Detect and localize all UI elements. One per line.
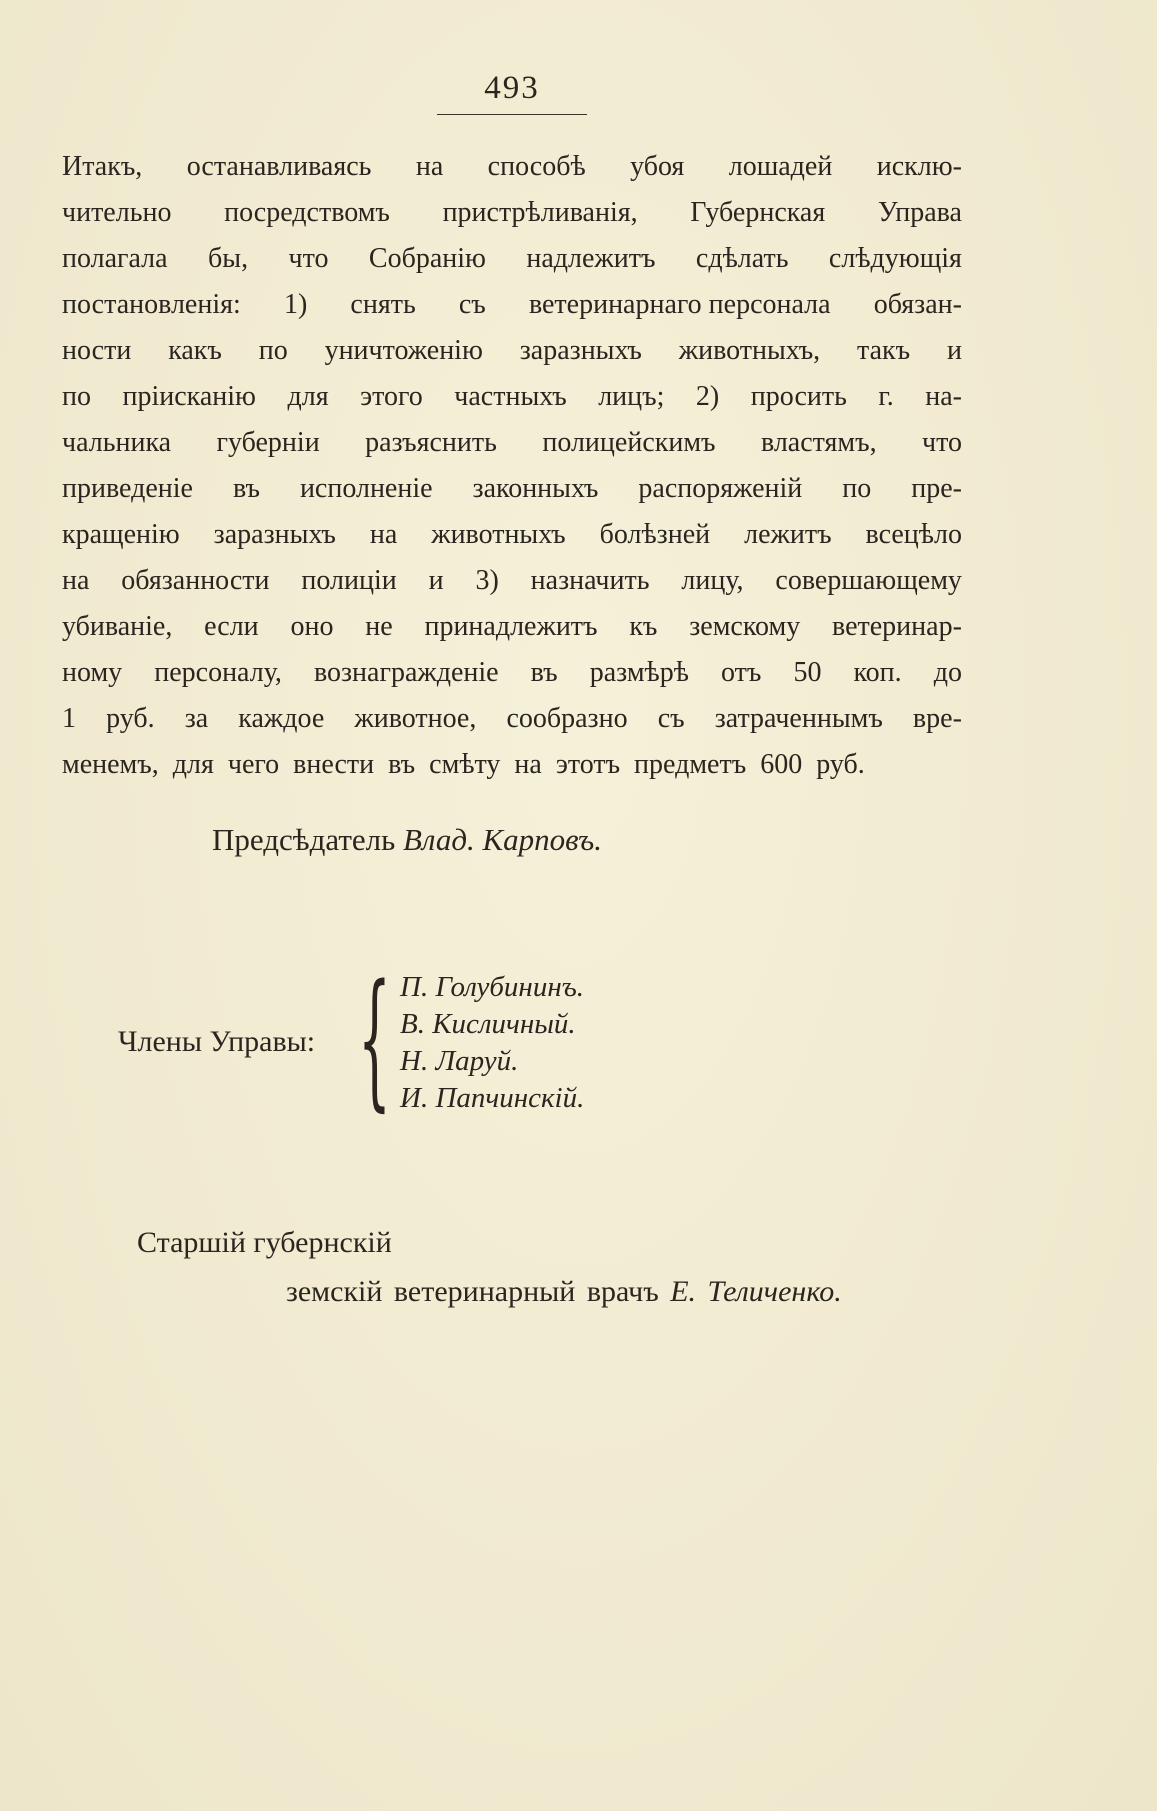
- board-member-name: Н. Ларуй.: [400, 1045, 519, 1077]
- text-line: [62, 374, 962, 420]
- word: вре-: [912, 703, 962, 734]
- word: менемъ,: [62, 749, 159, 780]
- word: сообразно: [506, 703, 628, 734]
- word: назначить: [530, 565, 650, 596]
- word: 1: [62, 703, 76, 734]
- word: Губернская: [690, 197, 826, 228]
- word: руб.: [816, 749, 865, 780]
- word: принадлежитъ: [424, 611, 598, 642]
- word: заразныхъ: [519, 335, 642, 366]
- word: этого: [360, 381, 423, 412]
- word: 50: [793, 657, 822, 688]
- word: лицу,: [681, 565, 744, 596]
- word: коп.: [853, 657, 902, 688]
- word: всецѣло: [865, 519, 962, 550]
- word: чальника: [62, 427, 172, 458]
- word: г.: [878, 381, 894, 412]
- word: на: [62, 565, 90, 596]
- word: просить: [750, 381, 847, 412]
- word: властямъ,: [760, 427, 877, 458]
- word: лошадей: [728, 151, 833, 182]
- word: по: [258, 335, 288, 366]
- word: пристрѣливанія,: [442, 197, 638, 228]
- veterinarian-name: Е. Теличенко.: [670, 1275, 842, 1308]
- text-line: [62, 558, 962, 604]
- curly-brace: {: [358, 953, 391, 1125]
- word: внести: [293, 749, 375, 780]
- word: животныхъ,: [678, 335, 821, 366]
- veterinarian-rank: Старшій губернскій: [137, 1226, 392, 1259]
- word: на: [514, 749, 542, 780]
- word: приведеніе: [62, 473, 193, 504]
- word: если: [204, 611, 259, 642]
- word: 2): [695, 381, 720, 412]
- word: частныхъ: [454, 381, 567, 412]
- word: на: [415, 151, 444, 182]
- word: затраченнымъ: [714, 703, 883, 734]
- word: ности: [62, 335, 132, 366]
- word: 1): [283, 289, 308, 320]
- word: чительно: [62, 197, 172, 228]
- word: земскому: [689, 611, 801, 642]
- word: надлежитъ: [526, 243, 656, 274]
- word: въ: [530, 657, 558, 688]
- word: кращенію: [62, 519, 180, 550]
- word: Управа: [877, 197, 962, 228]
- word: убиваніе,: [62, 611, 173, 642]
- chairman-signature-line: [212, 822, 602, 858]
- word: способѣ: [487, 151, 586, 182]
- word: по: [62, 381, 91, 412]
- text-line: [62, 742, 962, 788]
- word: каждое: [238, 703, 325, 734]
- word: лицъ;: [598, 381, 665, 412]
- word: заразныхъ: [213, 519, 336, 550]
- board-members-label: Члены Управы:: [118, 1025, 316, 1058]
- word: лежитъ: [744, 519, 832, 550]
- word: чего: [227, 749, 280, 780]
- word: Собранію: [368, 243, 486, 274]
- word: 600: [760, 749, 803, 780]
- word: исполненіе: [299, 473, 433, 504]
- word: животныхъ: [431, 519, 566, 550]
- word: Итакъ,: [62, 151, 143, 182]
- word: и: [428, 565, 444, 596]
- text-line: [62, 696, 962, 742]
- word: ному: [62, 657, 123, 688]
- word: размѣрѣ: [589, 657, 689, 688]
- board-member-name: П. Голубининъ.: [400, 971, 585, 1003]
- word: за: [184, 703, 209, 734]
- word: предметъ: [634, 749, 747, 780]
- word: какъ: [168, 335, 222, 366]
- word: слѣдующія: [828, 243, 962, 274]
- word: отъ: [721, 657, 762, 688]
- chairman-title: Предсѣдатель: [212, 822, 396, 857]
- word: что: [288, 243, 329, 274]
- word: губерніи: [216, 427, 320, 458]
- word: по: [842, 473, 872, 504]
- word: для: [172, 749, 214, 780]
- word: постановленія:: [62, 289, 241, 320]
- word: съ: [458, 289, 486, 320]
- text-line: [62, 512, 962, 558]
- word: законныхъ: [472, 473, 599, 504]
- word: исклю-: [876, 151, 962, 182]
- word: до: [933, 657, 962, 688]
- page-number: 493: [484, 70, 540, 106]
- text-line: [62, 466, 962, 512]
- word: 3): [475, 565, 499, 596]
- word: останавливаясь: [186, 151, 372, 182]
- word: болѣзней: [599, 519, 711, 550]
- word: сдѣлать: [695, 243, 789, 274]
- page-number-rule: [437, 114, 587, 115]
- word: руб.: [106, 703, 155, 734]
- word: убоя: [630, 151, 685, 182]
- word: ветеринарнаго персонала: [528, 289, 831, 320]
- word: уничтоженію: [324, 335, 483, 366]
- veterinarian-title: земскій ветеринарный врачъ: [286, 1275, 659, 1308]
- veterinarian-signature-line: [286, 1275, 842, 1309]
- word: въ: [232, 473, 260, 504]
- text-line: [62, 604, 962, 650]
- word: для: [287, 381, 329, 412]
- word: животное,: [354, 703, 477, 734]
- word: смѣту: [429, 749, 501, 780]
- word: совершающему: [775, 565, 962, 596]
- word: съ: [657, 703, 685, 734]
- word: такъ: [857, 335, 911, 366]
- chairman-name: Влад. Карповъ.: [403, 822, 602, 857]
- word: пріисканію: [122, 381, 256, 412]
- body-paragraph: [62, 144, 962, 788]
- word: обязанности: [121, 565, 270, 596]
- word: полицейскимъ: [542, 427, 716, 458]
- text-line: [62, 650, 962, 696]
- text-line: [62, 190, 962, 236]
- text-line: [62, 328, 962, 374]
- word: не: [365, 611, 393, 642]
- word: ветеринар-: [832, 611, 962, 642]
- word: снять: [350, 289, 416, 320]
- word: и: [946, 335, 962, 366]
- word: на-: [925, 381, 962, 412]
- text-line: [62, 144, 962, 190]
- word: на: [369, 519, 398, 550]
- word: оно: [290, 611, 334, 642]
- board-member-name: И. Папчинскій.: [400, 1082, 585, 1114]
- word: къ: [629, 611, 658, 642]
- word: разъяснить: [365, 427, 497, 458]
- word: вознагражденіе: [313, 657, 499, 688]
- word: обязан-: [873, 289, 962, 320]
- board-members-block: [118, 953, 818, 1125]
- word: пре-: [911, 473, 962, 504]
- word: полагала: [62, 243, 168, 274]
- board-member-name: В. Кисличный.: [400, 1008, 576, 1040]
- text-line: [62, 282, 962, 328]
- text-line: [62, 420, 962, 466]
- word: персоналу,: [154, 657, 282, 688]
- word: этотъ: [555, 749, 621, 780]
- word: распоряженій: [638, 473, 803, 504]
- word: что: [922, 427, 962, 458]
- text-line: [62, 236, 962, 282]
- word: полиціи: [301, 565, 397, 596]
- word: въ: [388, 749, 416, 780]
- board-members-list: [400, 969, 584, 1117]
- word: посредствомъ: [224, 197, 390, 228]
- word: бы,: [208, 243, 249, 274]
